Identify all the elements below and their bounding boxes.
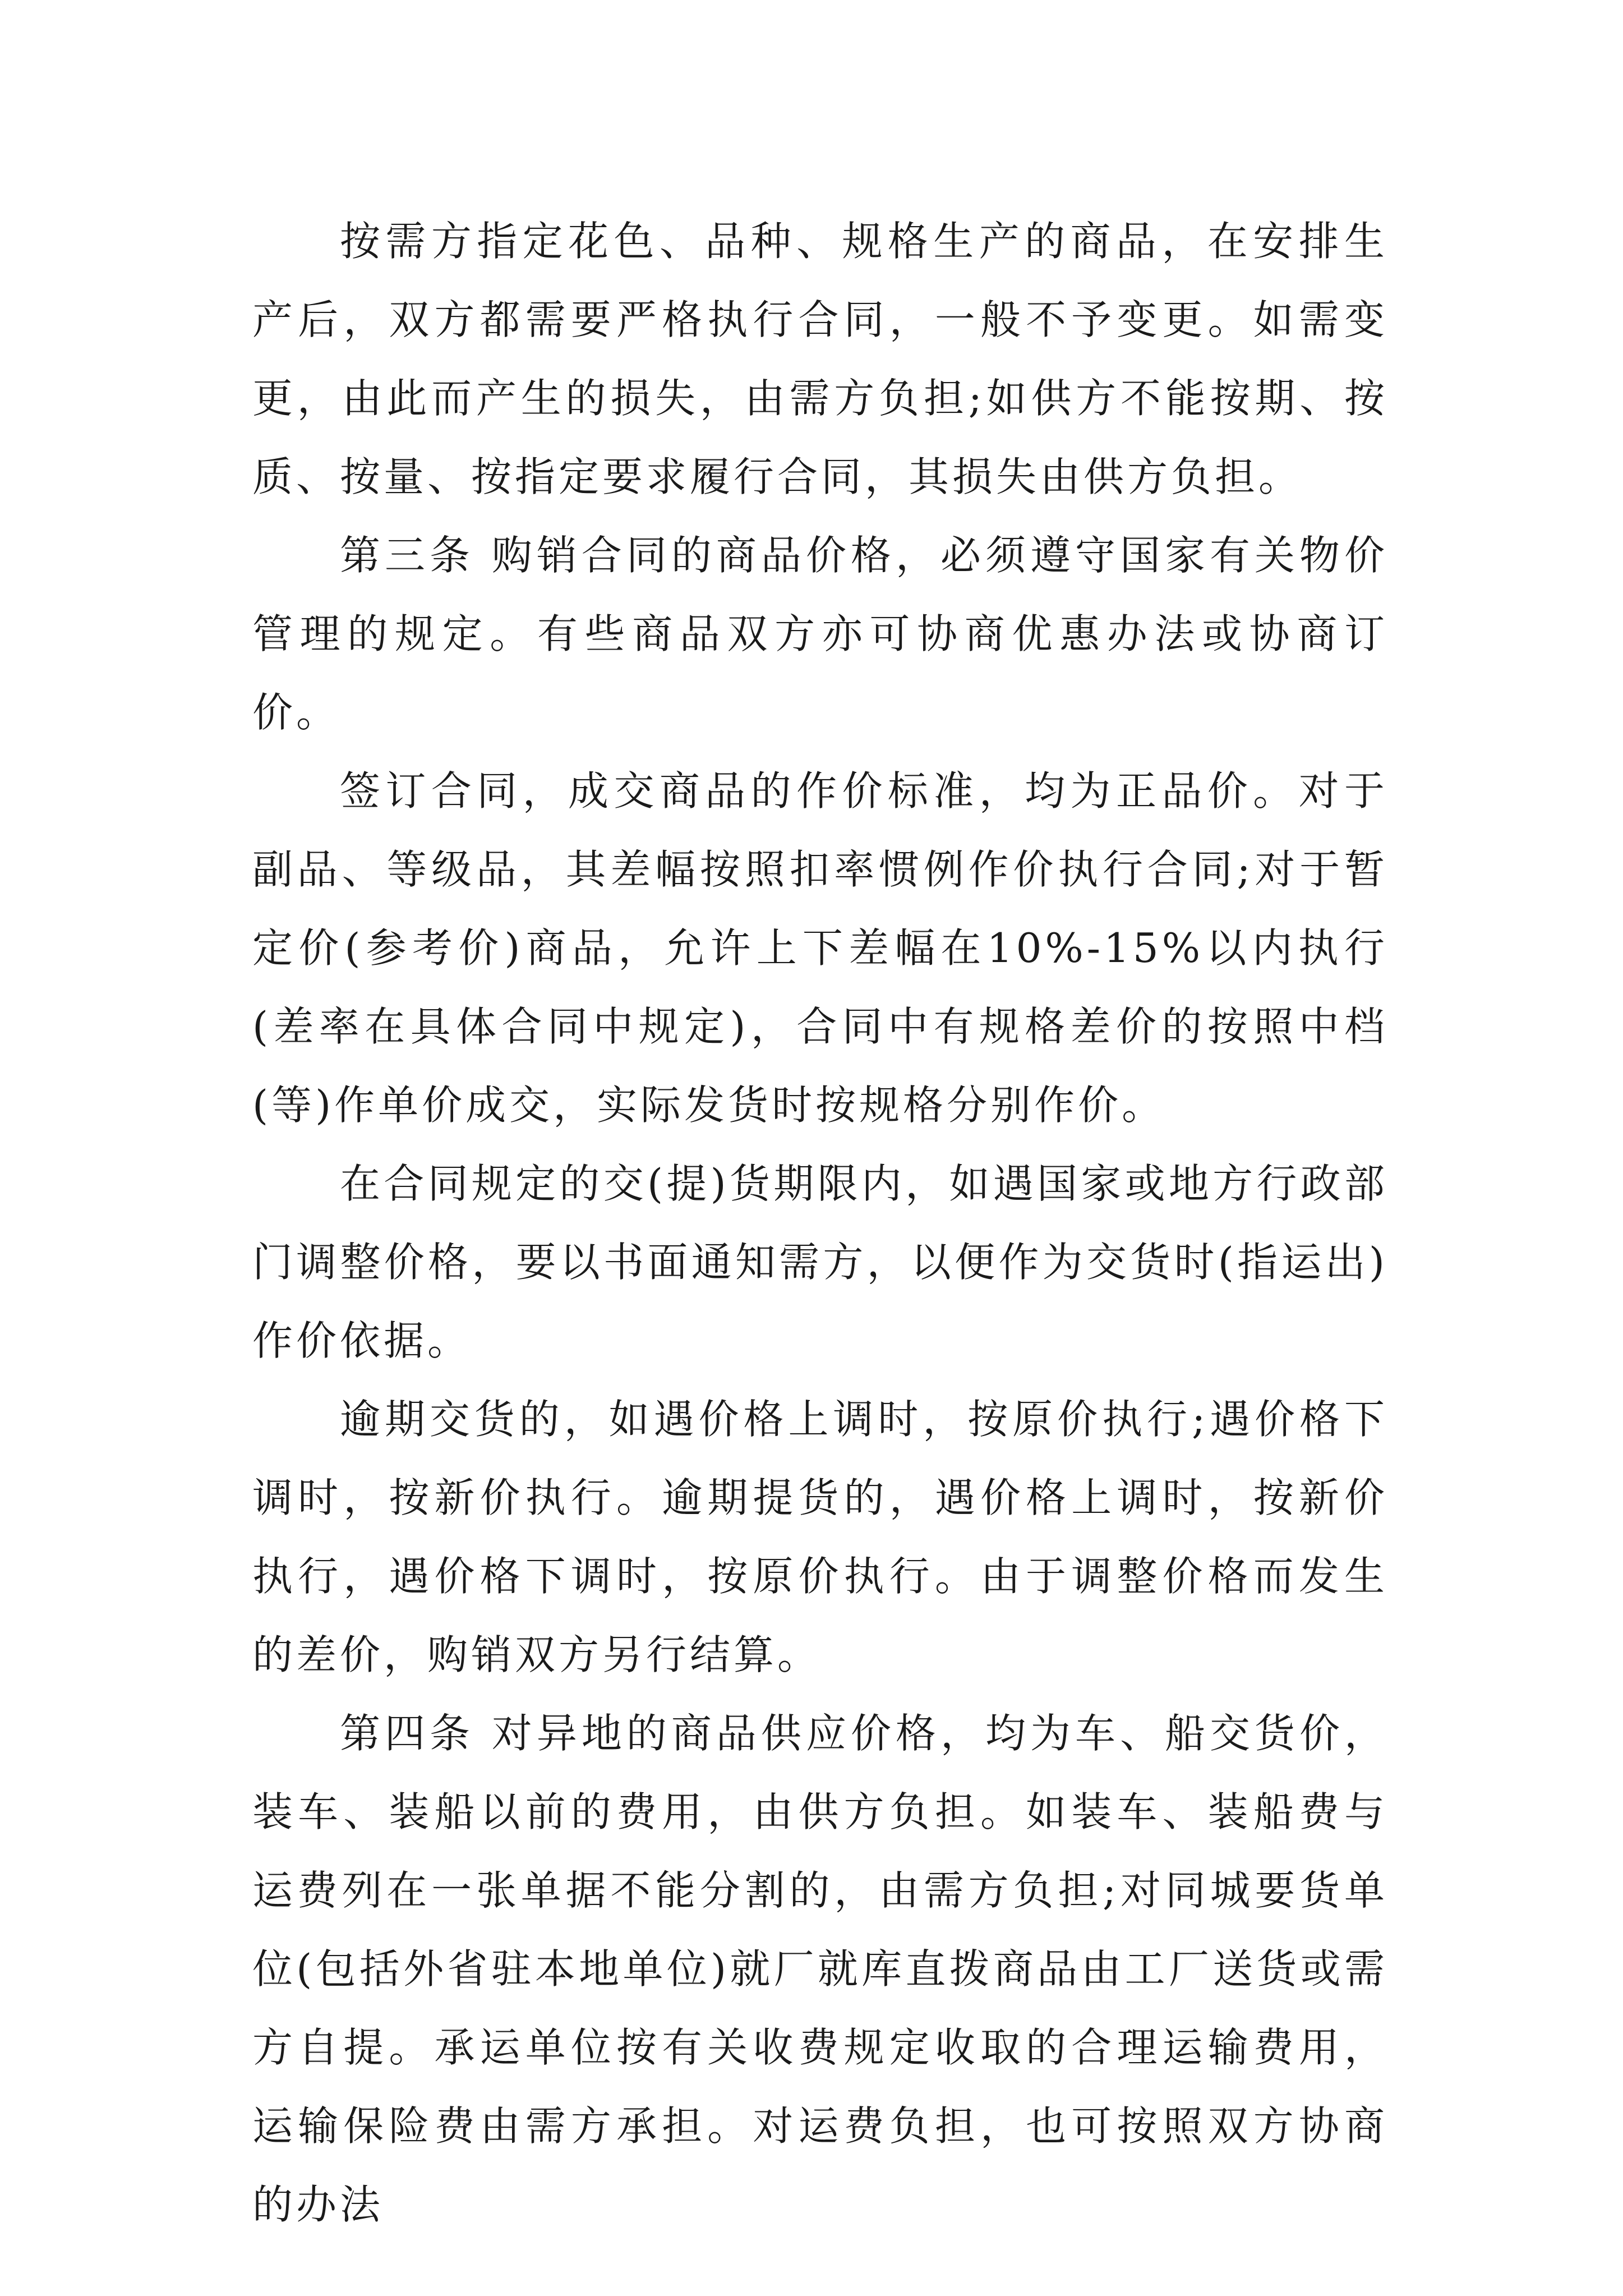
paragraph-custom-spec-goods: 按需方指定花色、品种、规格生产的商品，在安排生产后，双方都需要严格执行合同，一般不予变更。如需变更，由此而产生的损失，由需方负担;如供方不能按期、按质、按量、按指定要求履行合同，其损失由供方负担。: [252, 218, 1388, 500]
paragraph-article-4: 第四条 对异地的商品供应价格，均为车、船交货价，装车、装船以前的费用，由供方负担。如装车、装船费与运费列在一张单据不能分割的，由需方负担;对同城要货单位(包括外省驻本地单位)就厂就库直拨商品由工厂送货或需方自提。承运单位按有关收费规定收取的合理运输费用，运输保险费由需方承担。对运费负担，也可按照双方协商的办法: [252, 1710, 1388, 2228]
paragraph-article-3: 第三条 购销合同的商品价格，必须遵守国家有关物价管理的规定。有些商品双方亦可协商优惠办法或协商订价。: [252, 532, 1388, 736]
paragraph-overdue-delivery: 逾期交货的，如遇价格上调时，按原价执行;遇价格下调时，按新价执行。逾期提货的，遇价格上调时，按新价执行，遇价格下调时，按原价执行。由于调整价格而发生的差价，购销双方另行结算。: [252, 1396, 1388, 1678]
paragraph-pricing-standard: 签订合同，成交商品的作价标准，均为正品价。对于副品、等级品，其差幅按照扣率惯例作价执行合同;对于暂定价(参考价)商品，允许上下差幅在10%-15%以内执行(差率在具体合同中规定)，合同中有规格差价的按照中档(等)作单价成交，实际发货时按规格分别作价。: [252, 767, 1388, 1129]
document-body: [252, 202, 1388, 2244]
paragraph-price-adjustment: 在合同规定的交(提)货期限内，如遇国家或地方行政部门调整价格，要以书面通知需方，以便作为交货时(指运出)作价依据。: [252, 1160, 1388, 1364]
